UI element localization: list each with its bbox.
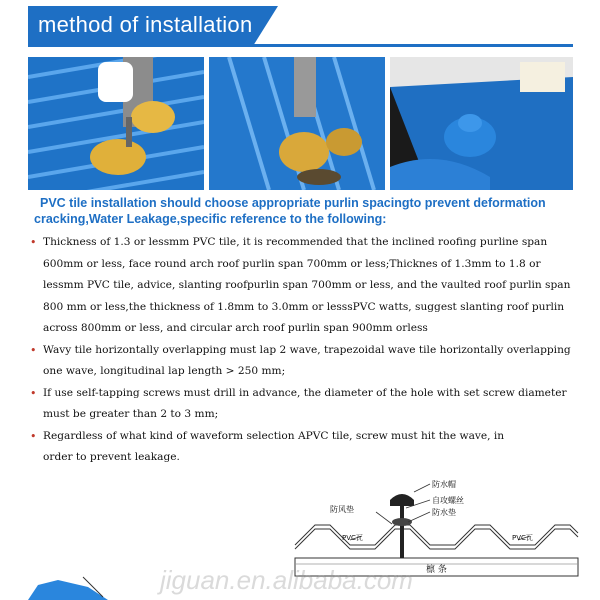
list-item — [30, 383, 580, 426]
bullet-dot-icon: • — [30, 236, 37, 249]
tile-corner-graphic — [28, 575, 108, 600]
label-pad: 防水垫 — [432, 508, 456, 517]
bullet-dot-icon: • — [30, 343, 37, 357]
list-item-text: Wavy tile horizontally overlapping must lap 2 wave, trapezoidal wave tile horizontally overlapping one wave, longitudinal lap length > 250 mm; — [43, 343, 571, 377]
bullet-dot-icon: • — [30, 386, 37, 400]
list-item — [30, 340, 580, 383]
list-item-text: Thickness of 1.3 or lessmm PVC tile, it is recommended that the inclined roofing purline span 600mm or less, face round arch roof purlin span 700mm or less;Thicknes of 1.3mm to 1.8 or lessmm PVC tile, advice, slanting roofpurlin span 700mm or less, and the vaulted roof purlin span 800 mm or less,the thickness of 1.8mm to 3.0mm or lesssPVC watts, suggest slanting roof purlin across 800mm or less, and circular arch roof purlin span 900mm orless — [43, 236, 571, 334]
guideline-list — [30, 232, 580, 469]
watermark: jiguan.en.alibaba.com — [160, 565, 413, 595]
intro-line-2: cracking,Water Leakage,specific reference to the following: — [34, 212, 387, 226]
label-pvc-right: PVC瓦 — [512, 534, 533, 542]
drill-closeup-photo — [209, 57, 385, 190]
label-pvc-left: PVC瓦 — [342, 534, 363, 542]
page-title: method of installation — [38, 12, 253, 37]
intro-line-1: PVC tile installation should choose appropriate purlin spacingto prevent deformation — [40, 196, 546, 210]
label-cap: 防水帽 — [432, 480, 456, 489]
bullet-dot-icon: • — [30, 429, 37, 443]
list-item-text: Regardless of what kind of waveform selection APVC tile, screw must hit the wave, in order to prevent leakage. — [43, 429, 505, 463]
waterproof-cap-photo — [390, 57, 573, 190]
title-rule — [28, 44, 573, 47]
label-purlin: 檩 条 — [426, 565, 447, 575]
label-screw: 自攻螺丝 — [432, 496, 464, 505]
list-item — [30, 232, 580, 340]
drill-screwing-photo — [28, 57, 204, 190]
list-item-text: If use self-tapping screws must drill in advance, the diameter of the hole with set screw diameter must be greater than 2 to 3 mm; — [43, 386, 567, 420]
label-wind: 防风垫 — [330, 505, 354, 514]
list-item — [30, 426, 513, 469]
